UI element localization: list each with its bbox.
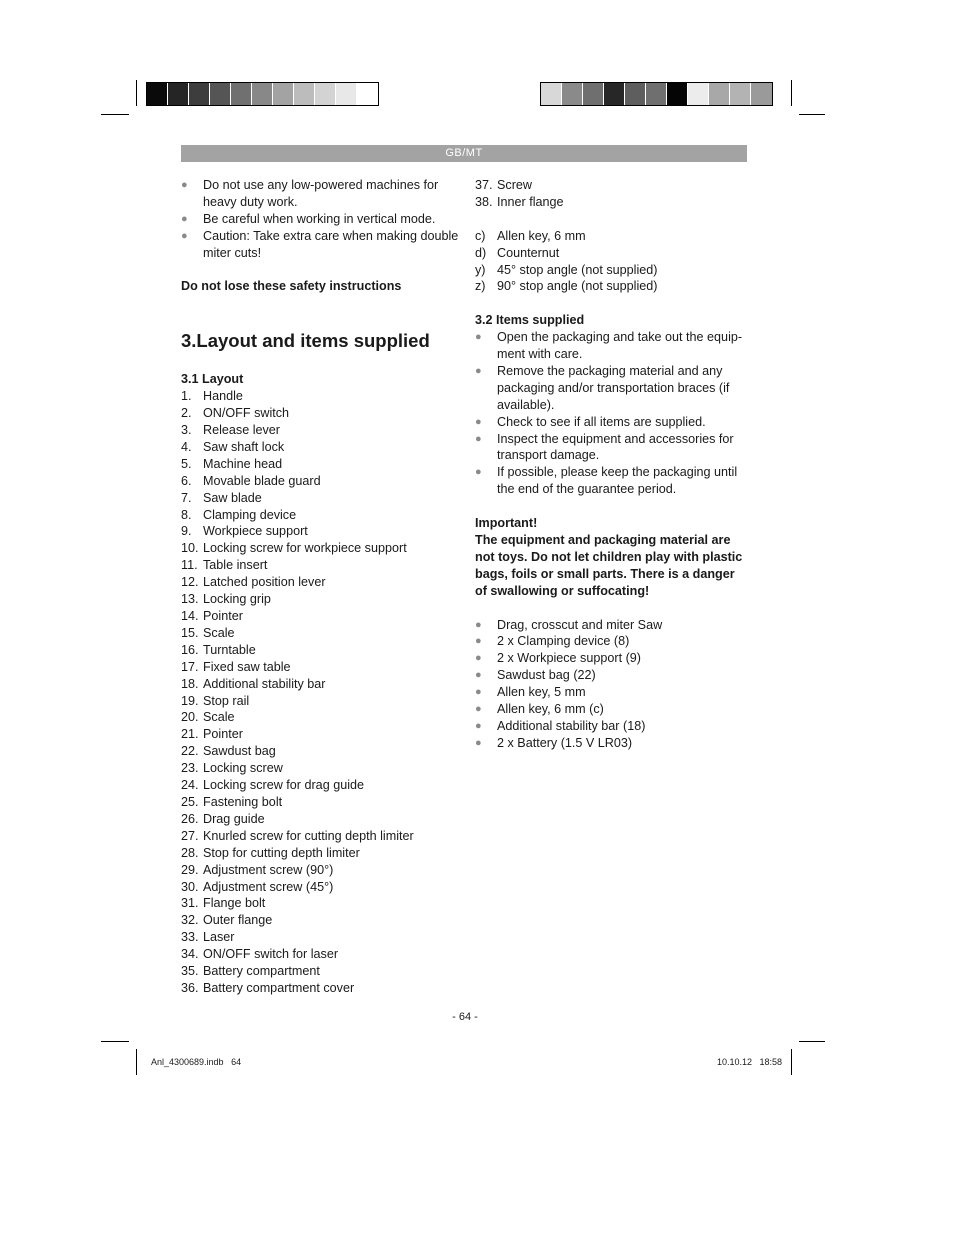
- item-number: 25.: [181, 794, 199, 809]
- item-number: 26.: [181, 811, 199, 826]
- item-label: Pointer: [203, 727, 243, 742]
- color-swatch: [751, 83, 772, 105]
- item-label: 90° stop angle (not supplied): [497, 279, 658, 294]
- item-number: 32.: [181, 913, 199, 928]
- color-swatch: [625, 83, 646, 105]
- layout-list: [181, 388, 461, 997]
- item-number: 28.: [181, 845, 199, 860]
- item-number: 24.: [181, 778, 199, 793]
- item-number: 6.: [181, 473, 192, 488]
- list-item: [475, 431, 747, 465]
- item-label: Saw shaft lock: [203, 439, 285, 454]
- item-number: 29.: [181, 862, 199, 877]
- color-swatch: [252, 83, 273, 105]
- item-number: 23.: [181, 761, 199, 776]
- item-label: ON/OFF switch for laser: [203, 947, 339, 962]
- color-swatch: [688, 83, 709, 105]
- item-number: 34.: [181, 947, 199, 962]
- list-item: [181, 540, 461, 557]
- footer-date: 10.10.12 18:58: [717, 1057, 783, 1067]
- list-item: [475, 329, 747, 363]
- list-item-text: Sawdust bag (22): [497, 668, 596, 683]
- bullet-icon: ●: [181, 212, 188, 225]
- items-heading: 3.2 Items supplied: [475, 313, 585, 328]
- list-item: [475, 278, 747, 295]
- crop-mark: [101, 1041, 129, 1042]
- item-label: Scale: [203, 710, 235, 725]
- layout-heading: 3.1 Layout: [181, 372, 244, 387]
- bullet-icon: ●: [475, 415, 482, 428]
- item-label: Release lever: [203, 423, 281, 438]
- list-item: [181, 828, 461, 845]
- bullet-icon: ●: [181, 229, 188, 242]
- list-item: [181, 507, 461, 524]
- items-bullet-list: [475, 329, 747, 498]
- item-number: 15.: [181, 625, 199, 640]
- list-item: [475, 194, 747, 211]
- crop-mark: [791, 1049, 792, 1075]
- supplied-items-list: [475, 617, 747, 752]
- item-label: Saw blade: [203, 490, 262, 505]
- list-item-text: Open the packaging and take out the equip-ment with care.: [497, 330, 743, 362]
- list-item: [181, 642, 461, 659]
- list-item-text: Remove the packaging material and any packaging and/or transportation braces (if available).: [497, 363, 730, 412]
- item-number: 35.: [181, 964, 199, 979]
- list-item: [475, 617, 747, 634]
- list-item: [181, 659, 461, 676]
- list-item: [181, 625, 461, 642]
- list-item: [181, 743, 461, 760]
- item-label: Fixed saw table: [203, 659, 291, 674]
- item-number: 3.: [181, 423, 192, 438]
- color-swatch: [315, 83, 336, 105]
- bullet-icon: ●: [475, 686, 482, 699]
- list-item: [181, 523, 461, 540]
- list-item: [475, 228, 747, 245]
- item-label: Movable blade guard: [203, 473, 321, 488]
- page-number: - 64 -: [452, 1011, 478, 1023]
- item-number: 10.: [181, 541, 199, 556]
- item-label: Machine head: [203, 456, 283, 471]
- bullet-icon: ●: [475, 703, 482, 716]
- bullet-icon: ●: [475, 669, 482, 682]
- list-item: [475, 667, 747, 684]
- item-number: 11.: [181, 558, 198, 573]
- list-item-text: Allen key, 5 mm: [497, 685, 586, 700]
- list-item: [181, 895, 461, 912]
- item-label: Locking screw: [203, 761, 283, 776]
- list-item: [181, 211, 461, 228]
- color-swatch: [336, 83, 357, 105]
- item-number: 8.: [181, 507, 192, 522]
- item-label: Table insert: [203, 558, 268, 573]
- item-number: 37.: [475, 178, 493, 192]
- list-item: [181, 608, 461, 625]
- list-item-text: If possible, please keep the packaging until the end of the guarantee period.: [497, 465, 738, 497]
- item-label: Outer flange: [203, 913, 273, 928]
- list-item: [181, 177, 461, 211]
- section-heading: 3.Layout and items supplied: [181, 330, 430, 352]
- list-item: [475, 464, 747, 498]
- item-number: 17.: [181, 659, 199, 674]
- item-number: 16.: [181, 642, 199, 657]
- list-item-text: Additional stability bar (18): [497, 718, 646, 733]
- list-item: [475, 650, 747, 667]
- list-item: [181, 912, 461, 929]
- item-number: 19.: [181, 693, 199, 708]
- item-label: Clamping device: [203, 507, 297, 522]
- list-item: [181, 456, 461, 473]
- list-item: [475, 363, 747, 414]
- item-number: d): [475, 245, 487, 260]
- item-label: Stop for cutting depth limiter: [203, 845, 360, 860]
- item-number: 31.: [181, 896, 199, 911]
- item-number: 30.: [181, 879, 199, 894]
- item-label: Turntable: [203, 642, 256, 657]
- list-item-text: Drag, crosscut and miter Saw: [497, 617, 663, 632]
- list-item-text: Do not use any low-powered machines for heavy duty work.: [203, 178, 439, 209]
- color-swatch: [667, 83, 688, 105]
- bullet-icon: ●: [475, 432, 482, 445]
- list-item: [181, 439, 461, 456]
- crop-mark: [799, 114, 825, 115]
- item-number: 2.: [181, 406, 192, 421]
- list-item: [475, 718, 747, 735]
- item-number: 1.: [181, 389, 192, 404]
- color-swatch: [231, 83, 252, 105]
- item-label: Fastening bolt: [203, 794, 283, 809]
- right-column: [475, 177, 747, 752]
- item-number: 20.: [181, 710, 199, 725]
- list-item-text: Inspect the equipment and accessories for transport damage.: [497, 431, 734, 463]
- item-number: 12.: [181, 575, 199, 590]
- color-swatch: [709, 83, 730, 105]
- item-label: Stop rail: [203, 693, 250, 708]
- list-item: [181, 405, 461, 422]
- item-label: Drag guide: [203, 811, 265, 826]
- item-number: 14.: [181, 609, 199, 624]
- list-item: [181, 422, 461, 439]
- color-swatch: [168, 83, 189, 105]
- color-swatch: [147, 83, 168, 105]
- bullet-icon: ●: [475, 466, 482, 479]
- item-label: Locking screw for workpiece support: [203, 541, 407, 556]
- list-item: [181, 574, 461, 591]
- item-label: Locking grip: [203, 592, 271, 607]
- list-item-text: Be careful when working in vertical mode.: [203, 211, 436, 226]
- list-item: [181, 473, 461, 490]
- bullet-icon: ●: [181, 179, 188, 191]
- list-item: [181, 388, 461, 405]
- safety-note: Do not lose these safety instructions: [181, 279, 402, 294]
- crop-mark: [101, 114, 129, 115]
- item-label: Laser: [203, 930, 235, 945]
- list-item-text: 2 x Clamping device (8): [497, 634, 630, 649]
- item-label: Flange bolt: [203, 896, 266, 911]
- item-label: Scale: [203, 625, 235, 640]
- crop-mark: [799, 1041, 825, 1042]
- important-label: Important!: [475, 516, 538, 531]
- color-swatch: [646, 83, 667, 105]
- item-number: 21.: [181, 727, 199, 742]
- list-item-text: 2 x Workpiece support (9): [497, 651, 641, 666]
- list-item: [475, 262, 747, 279]
- color-swatch: [583, 83, 604, 105]
- item-number: 4.: [181, 439, 192, 454]
- item-label: Knurled screw for cutting depth limiter: [203, 828, 414, 843]
- item-label: Adjustment screw (45°): [203, 879, 334, 894]
- item-number: z): [475, 279, 486, 294]
- item-label: Battery compartment: [203, 964, 320, 979]
- list-item: [181, 879, 461, 896]
- list-item: [181, 591, 461, 608]
- list-item: [181, 557, 461, 574]
- list-item: [475, 684, 747, 701]
- list-item-text: Caution: Take extra care when making double miter cuts!: [203, 228, 459, 260]
- list-item: [475, 633, 747, 650]
- item-label: Workpiece support: [203, 524, 308, 539]
- bullet-icon: ●: [475, 736, 482, 749]
- item-label: Latched position lever: [203, 575, 326, 590]
- item-number: 9.: [181, 524, 192, 539]
- list-item: [181, 709, 461, 726]
- crop-mark: [136, 1049, 137, 1075]
- item-number: 13.: [181, 592, 199, 607]
- color-swatch: [210, 83, 231, 105]
- list-item: [181, 228, 461, 262]
- list-item: [475, 701, 747, 718]
- item-number: y): [475, 262, 486, 277]
- bullet-icon: ●: [475, 652, 482, 665]
- list-item: [181, 862, 461, 879]
- bullet-icon: ●: [475, 618, 482, 631]
- color-swatch: [294, 83, 315, 105]
- important-text: The equipment and packaging material are not toys. Do not let children play with plastic bags, foils or small parts. There is a danger of swallowing or suffocating!: [475, 532, 743, 598]
- list-item: [181, 726, 461, 743]
- item-number: c): [475, 228, 486, 243]
- item-label: Handle: [203, 389, 243, 404]
- bullet-icon: ●: [475, 635, 482, 648]
- item-label: 45° stop angle (not supplied): [497, 262, 658, 277]
- list-item-text: Allen key, 6 mm (c): [497, 702, 604, 717]
- color-swatch: [189, 83, 210, 105]
- left-column: [181, 177, 461, 997]
- letter-items-list: [475, 228, 747, 296]
- bullet-icon: ●: [475, 364, 482, 377]
- item-label: Battery compartment cover: [203, 980, 355, 995]
- item-label: Adjustment screw (90°): [203, 862, 334, 877]
- footer-file: Anl_4300689.indb 64: [151, 1057, 242, 1067]
- item-label: ON/OFF switch: [203, 406, 290, 421]
- item-number: 22.: [181, 744, 199, 759]
- layout-list-continued: [475, 177, 747, 211]
- item-label: Sawdust bag: [203, 744, 276, 759]
- item-number: 33.: [181, 930, 199, 945]
- item-label: Screw: [497, 178, 532, 192]
- list-item: [181, 963, 461, 980]
- color-swatch: [730, 83, 751, 105]
- item-number: 7.: [181, 490, 192, 505]
- color-swatch: [604, 83, 625, 105]
- list-item: [181, 760, 461, 777]
- item-number: 18.: [181, 676, 199, 691]
- item-label: Counternut: [497, 245, 560, 260]
- color-swatch: [541, 83, 562, 105]
- item-number: 27.: [181, 828, 199, 843]
- item-label: Inner flange: [497, 194, 564, 209]
- item-label: Pointer: [203, 609, 243, 624]
- safety-bullet-list: [181, 177, 461, 262]
- bullet-icon: ●: [475, 331, 482, 344]
- color-bar-left: [146, 82, 379, 106]
- list-item: [475, 735, 747, 752]
- color-swatch: [357, 83, 378, 105]
- list-item-text: 2 x Battery (1.5 V LR03): [497, 735, 633, 750]
- bullet-icon: ●: [475, 719, 482, 732]
- list-item: [475, 414, 747, 431]
- item-label: Allen key, 6 mm: [497, 228, 586, 243]
- list-item: [181, 811, 461, 828]
- crop-mark: [791, 80, 792, 106]
- list-item: [181, 676, 461, 693]
- item-number: 36.: [181, 980, 199, 995]
- list-item: [181, 845, 461, 862]
- list-item: [181, 794, 461, 811]
- item-label: Additional stability bar: [203, 676, 326, 691]
- color-swatch: [562, 83, 583, 105]
- color-bar-right: [540, 82, 773, 106]
- list-item: [181, 777, 461, 794]
- list-item-text: Check to see if all items are supplied.: [497, 414, 706, 429]
- language-header-band: GB/MT: [181, 145, 747, 162]
- item-label: Locking screw for drag guide: [203, 778, 365, 793]
- list-item: [181, 946, 461, 963]
- list-item: [475, 245, 747, 262]
- crop-mark: [136, 80, 137, 106]
- list-item: [475, 177, 747, 194]
- list-item: [181, 980, 461, 997]
- list-item: [181, 490, 461, 507]
- item-number: 5.: [181, 456, 192, 471]
- item-number: 38.: [475, 194, 493, 209]
- list-item: [181, 929, 461, 946]
- list-item: [181, 693, 461, 710]
- color-swatch: [273, 83, 294, 105]
